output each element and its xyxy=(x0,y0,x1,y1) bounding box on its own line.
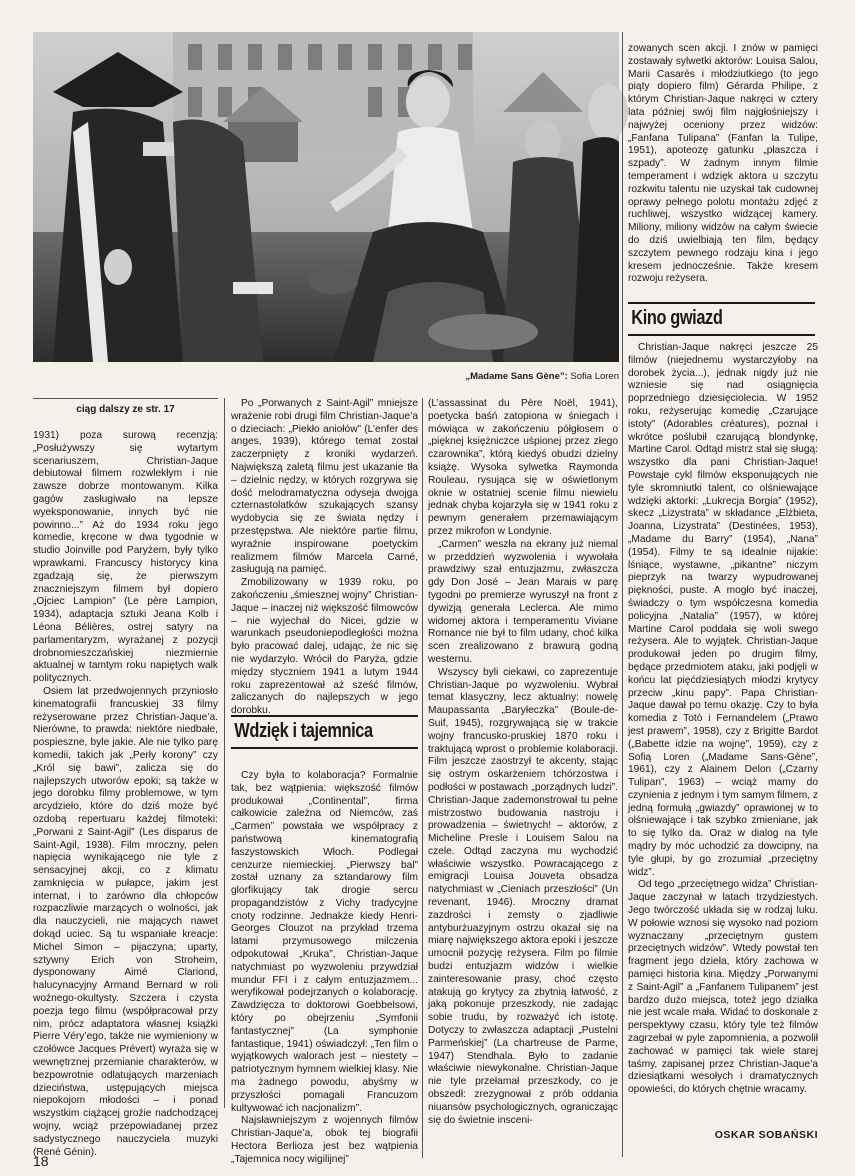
paragraph: Christian-Jaque nakręci jeszcze 25 filmów (niejednemu wystarczyłoby na dorobek życia...), jednak nigdy już nie wzniesie się nad osiągnięcia poprzedniego dziesięciolecia. W 1952 roku, reżyserując komedię „Czarujące istoty” (Adorables créatures), poznał i wkrótce poślubił czarującą blondynkę, Martine Carol. Odtąd mistrz stał się sługą: wszystko dla pani Christian-Jaque! Powstaje cykl filmów eksponujących nie tyle skromniutki talent, co olśniewające wdzięki aktorki: „Lukrecja Borgia” (1952), skecz „Lizystrata” w składance „Elżbieta, Joanna, Lizystrata” (Destinées, 1953), „Madame du Barry” (1954), „Nana” (1954). Filmy te są idealnie nijakie: lśniące, wystawne, „pikantne” niczym pieprzyk na twarzy wypudrowanej piękności, puste. A mogło być inaczej, świadczy o tym współczesna komedia policyjna „Natalia” (1957), w której Martine Carol poddała się woli swego reżysera. Ale to wyjątek. Christian-Jaque produkował jeden po drugim filmy, będące przedmiotem ataku, jaki podjęli w końcu lat pięćdziesiątych młodzi krytycy przeciw „kinu papy”. Papa Christian-Jaque dawał po temu okazję. Czy to była komedia z Totò i Fernandelem („Prawo jest prawem”, 1958), czy z Brigitte Bardot („Babette idzie na wojnę”, 1959), czy z Sofią Loren („Madame Sans-Gène”, 1961), czy z Alainem Delon („Czarny Tulipan”, 1963) – wciąż mamy do czynienia z jednym i tym samym filmem, z jedną formułą „gwiazdy” oprawionej w to olśniewające i tak szybko zmieniane, jak to się tylko da. Oraz w dialog na tyle mądry by móc uchodzić za dowcipny, na tyle głupi, by go zrozumiał „przeciętny widz”. xyxy=(628,342,818,878)
paragraph: 1931) poza surową recenzją: „Posłużywszy się wytartym scenariuszem, Christian-Jaque debiutował filmem rozwlekłym i nie zawsze dobrze montowanym. Kilka gagów zasługiwało na lepsze wyeksponowanie, innych być nie powinno...” Aż do 1934 roku jego komedie, kręcone w dwa tygodnie w studio Joinville pod Paryżem, były tylko wprawkami. Francuscy historycy kina zgadzają się, że pierwszym znaczniejszym filmem był dopiero „Ojciec Lampion” (Le père Lampion, 1934), adaptacja sztuki Jeana Kolb i Léona Bélières, ostrej satyry na parlamentaryzm, wyrażanej z pozycji drobnomieszczańskiej niezmiernie aktualnej w tamtym roku napiętych walk politycznych. xyxy=(33,430,218,685)
paragraph: Od tego „przeciętnego widza” Christian-Jaque zaczynał w latach trzydziestych. Jego twórczość układa się w rodzaj luku. W połowie wznosi się wysoko nad poziom wyznaczany „przeciętnym gustem przeciętnych widzów”. Wtedy powstał ten fragment jego dzieła, który zachowa w pamięci historia kina. Między „Porwanymi z Saint-Agil” a „Fanfanem Tulipanem” jest bardzo dużo miejsca, toteż jego działka nie jest wcale mała. Widać to doskonale z perspektywy czasu, który tyle też filmów zagrzebał w pyle zapomnienia, a pozwolił zachować w pamięci tak wiele starej taśmy, zapisanej przez Christian-Jaque’a dziesiątkami wesołych i dramatycznych opowieści, do których chętnie wracamy. xyxy=(628,879,818,1096)
continued-label: ciąg dalszy ze str. 17 xyxy=(76,404,175,415)
column-rule-3 xyxy=(422,398,423,1158)
article-column-3 xyxy=(428,398,618,1163)
section-heading-kino: Kino gwiazd xyxy=(628,302,815,336)
paragraph: (L’assassinat du Père Noël, 1941), poetycka baśń zatopiona w śniegach i mówiąca w zakończeniu półgłosem o „pięknej księżniczce uśpionej przez złego czarownika”, którą kiedyś obudzi dzielny książę. Wysoka sylwetka Raymonda Rouleau, rysująca się w oświetlonym oknie w ostatniej scenie filmu niewielu jednak chyba kojarzyła się w 1941 roku z pewnym generałem przemawiającym przez mikrofon w Londynie. xyxy=(428,398,618,537)
article-column-4-bottom xyxy=(628,342,818,1154)
page-number: 18 xyxy=(33,1153,49,1169)
author-signature: OSKAR SOBAŃSKI xyxy=(714,1129,818,1141)
article-column-4-top xyxy=(628,43,818,295)
column-rule-4 xyxy=(622,32,623,1157)
column-rule-2 xyxy=(224,398,225,1108)
caption-title: „Madame Sans Gène”: xyxy=(465,371,568,382)
section-heading-wdziek: Wdzięk i tajemnica xyxy=(231,715,418,749)
paragraph: Najsławniejszym z wojennych filmów Christian-Jaque’a, obok tej biografii Hectora Berlioza jest bez wątpienia „Tajemnica nocy wigilijnej” xyxy=(231,1115,418,1165)
continued-rule xyxy=(33,398,218,399)
film-still-photo xyxy=(33,32,619,362)
film-still-image xyxy=(33,32,619,362)
paragraph: Po „Porwanych z Saint-Agil” mniejsze wrażenie robi drugi film Christian-Jaque’a o dzieciach: „Piekło aniołów” (L’enfer des anges, 1939), którego temat został zaczerpnięty z kroniki wydarzeń. Największą zaletą filmu jest ukazanie tła – dzielnic nędzy, w których rozgrywa się dość melodramatyczna odyseja dwojga czternastolatków szukających szansy wydobycia się ze świata nędzy i przestępstwa. Ale niektóre partie filmu, wyraźnie inspirowane poetyckim realizmem filmów Marcela Carné, zasługują na pamięć. xyxy=(231,398,418,576)
paragraph: zowanych scen akcji. I znów w pamięci zostawały sylwetki aktorów: Louisa Salou, Marii Casarès i młodziutkiego (to jego piąty dopiero film) Gérarda Philipe, z którym Christian-Jaque nakręci w cztery lata później swój film najgłośniejszy i najwyżej oceniony przez widzów: „Fanfana Tulipana” (Fanfan la Tulipe, 1951), apoteozę gatunku „płaszcza i szpady”. W żadnym innym filmie temperament i wdzięk aktora u szczytu rozkwitu talentu nie uzyskał tak cudownej oprawy pełnego polotu montażu zdjęć z ruchliwej, wszystko widzącej kamery. Miliony, miliony widzów na całym świecie do dziś uwielbiają ten film, będący szczytem pewnego rodzaju kina i jego kresem jednocześnie. Także kresem rozwoju reżysera. xyxy=(628,43,818,285)
paragraph: Wszyscy byli ciekawi, co zaprezentuje Christian-Jaque po wyzwoleniu. Wybrał temat klasyczny, lecz aktualny: nowelę Maupassanta „Baryłeczka” (Boule-de-Suif, 1945), rozgrywającą się w trakcie wojny francusko-pruskiej 1870 roku i traktującą wprost o problemie kolaboracji. Film jeszcze zaostrzył te akcenty, stając się ostrym oskarżeniem tchórzostwa i podłości w postawach „porządnych ludzi”. Christian-Jaque zademonstrował tu pełne mistrzostwo budowania nastroju i prowadzenia – świetnych! – aktorów, z Micheline Presle i Louisem Salou na czele. Odtąd zaczyna mu wychodzić właściwie wszystko. Powracającego z emigracji Louisa Jouveta obsadza natychmiast w „Cieniach przeszłości” (Un revenant, 1946). Mroczny dramat zazdrości i zemsty o zjadliwie antyburżuazyjnym ostrzu okazał się na miarę największego aktora epoki i jeszcze umocnił pozycję reżysera. Film po filmie budzi entuzjazm widzów i wielkie zainteresowanie prasy, choć często atakują go krytycy za zbytnią łatwość, z jaką pokonuje przeszkody, nie zadając sobie trudu, by rozważyć ich istotę. Dotyczy to zwłaszcza adaptacji „Pustelni Parmeńskiej” (La chartreuse de Parme, 1947) Stendhala. Było to zadanie właściwie niewykonalne. Christian-Jaque nie tyle przełamał przeszkody, co je obszedł: zrezygnował z prób oddania niuansów psychologicznych, ograniczając się do świetnie insceni- xyxy=(428,666,618,1126)
photo-caption xyxy=(33,371,619,382)
paragraph: Osiem lat przedwojennych przyniosło kinematografii francuskiej 33 filmy reżyserowane przez Christian-Jaque’a. Nierówne, to prawda: niektóre niedbałe, pospieszne, byle jakie. Ale nie tylko parę komedii, takich jak „Perły korony” czy „Król się bawi”, zalicza się do najlepszych utworów epoki; są także w jego dorobku filmy problemowe, w tym arcydzieło, które do dziś może być ozdobą repertuaru każdej filmoteki: „Porwani z Saint-Agil” (Les disparus de Saint-Agil, 1938). Film mroczny, pełen napięcia wynikającego nie tyle z sensacyjnej akcji, co z klimatu zamknięcia w pułapce, jakim jest internat, i to zarówno dla chłopców rozpaczliwie marzących o wolności, jak dla nauczycieli, nie mających nawet dokąd uciec. Są tu wspaniałe kreacje: Michel Simon – pijaczyna; uparty, sztywny Erich von Stroheim, dysponowany Aimé Clariond, halucynacyjny Armand Bernard w roli woźnego-okultysty. Szczera i czysta poezja tego filmu (współpracował przy nim, prócz adaptatora własnej książki Pierre Véry’ego, także nie wymieniony w czołówce Jacques Prévert) wyraża się w wewnętrznej przemianie charakterów, w bezpowrotnie odlatujących marzeniach dzieciństwa, ustępujących miejsca niepokojom młodości – i ponad wszystkim ciążącej groźie nadchodzącej wojny, wciąż przepowiadanej przez sadystycznego nauczyciela muzyki (René Génin). xyxy=(33,685,218,1158)
paragraph: „Carmen” weszła na ekrany już niemal w przeddzień wyzwolenia i wywołała prawdziwy szał entuzjazmu, zwłaszcza gdy Don José – Jean Marais w parę tygodni po premierze wyruszył na front z dywizją generała Leclerca. Ale mimo widomej aktora i temperamentu Viviane Romance nie był to film udany, choć kilka scen zrealizowano z brawurą godną westernu. xyxy=(428,538,618,665)
article-column-2 xyxy=(231,398,418,1165)
paragraph: Zmobilizowany w 1939 roku, po zakończeniu „śmiesznej wojny” Christian-Jaque – inaczej niż większość filmowców – nie wyjechał do Nicei, gdzie w warunkach pseudoniepodległości można było pracować dalej, udając, że nic się nie wydarzyło. Wrócił do Paryża, gdzie między styczniem 1941 a lutym 1944 roku zaprezentował aż sześć filmów, zaliczanych do najlepszych w jego dorobku. xyxy=(231,577,418,717)
article-column-1 xyxy=(33,430,218,1158)
caption-person: Sofia Loren xyxy=(570,371,619,382)
paragraph: Czy była to kolaboracja? Formalnie tak, bez wątpienia: większość filmów produkował „Continental”, firma całkowicie zależna od Niemców, zaś „Carmen” powstała we współpracy z państwową kinematografią faszystowskich Włoch. Podlegał cenzurze niemieckiej. „Pierwszy bal” został uznany za sztandarowy film glorfikujący tak drogie sercu propagandzistów z Vichy tradycyjne cnoty rodzinne. Jednakże kiedy Henri-Georges Clouzot na przykład trzema latami przymusowego milczenia odpokutował „Kruka”, Christian-Jaque natychmiast po wyzwoleniu przywdział mundur FFI i z całym entuzjazmem... weryfikował podejrzanych o kolaborację. Zawdzięcza to doktorowi Goebbelsowi, który po obejrzeniu „Symfonii fantastycznej” (La symphonie fantastique, 1941) oświadczył: „Ten film o wyjątkowych walorach jest – niestety – patriotycznym hymnem wielkiej klasy. Nie ma żadnego powodu, abyśmy w przyszłości pomagali Francuzom kultywować ich nacjonalizm”. xyxy=(231,769,418,1114)
